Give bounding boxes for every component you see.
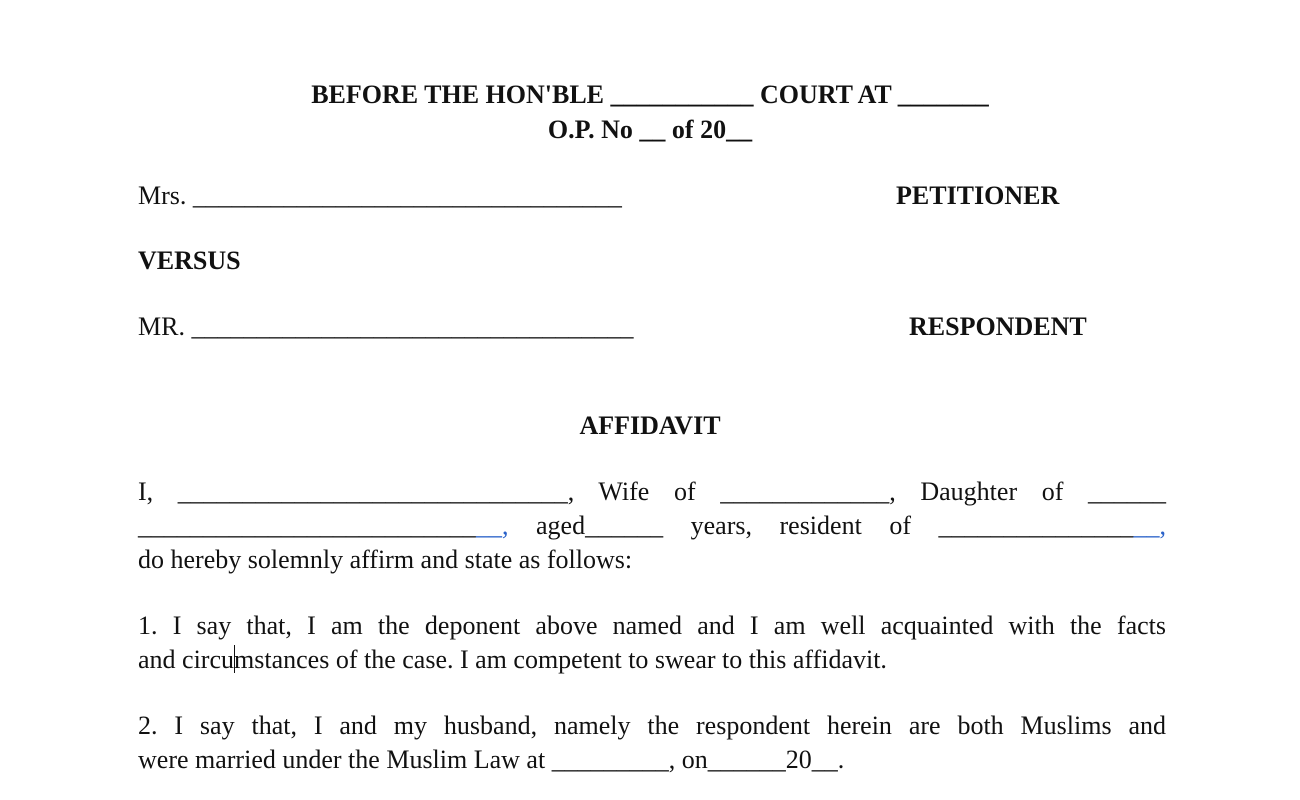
respondent-name-line: MR. __________________________________ <box>138 312 634 341</box>
court-heading: BEFORE THE HON'BLE ___________ COURT AT _______ <box>311 80 989 109</box>
residence-link-blank[interactable]: __, <box>1133 511 1166 540</box>
respondent-label: RESPONDENT <box>909 312 1087 341</box>
intro-blank: __________________________ <box>138 511 476 540</box>
paragraph-2-line-1: 2. I say that, I and my husband, namely the respondent herein are both Muslims and <box>138 711 1166 740</box>
intro-link-blank[interactable]: __, <box>476 511 509 540</box>
paragraph-2-line-2: were married under the Muslim Law at _________, on______20__. <box>138 745 845 774</box>
paragraph-1-text-after-cursor: mstances of the case. I am competent to swear to this affidavit. <box>234 645 887 674</box>
petitioner-label: PETITIONER <box>896 181 1060 210</box>
intro-line-2 <box>138 509 1166 543</box>
intro-age-residence: aged______ years, resident of _______________ <box>508 511 1134 540</box>
case-number: O.P. No __ of 20__ <box>547 115 753 144</box>
affidavit-title: AFFIDAVIT <box>579 411 721 440</box>
paragraph-1-line-1: 1. I say that, I am the deponent above named and I am well acquainted with the facts <box>138 611 1166 640</box>
paragraph-1 <box>138 609 1166 677</box>
petitioner-name-line: Mrs. _________________________________ <box>138 181 622 210</box>
paragraph-1-line-2[interactable] <box>138 643 1166 677</box>
versus-label: VERSUS <box>138 246 241 275</box>
intro-paragraph <box>138 475 1166 577</box>
intro-line-3: do hereby solemnly affirm and state as follows: <box>138 545 633 574</box>
intro-line-1: I, ______________________________, Wife of _____________, Daughter of ______ <box>138 477 1166 506</box>
paragraph-2 <box>138 709 1166 777</box>
paragraph-1-text-before-cursor: and circu <box>138 645 235 674</box>
